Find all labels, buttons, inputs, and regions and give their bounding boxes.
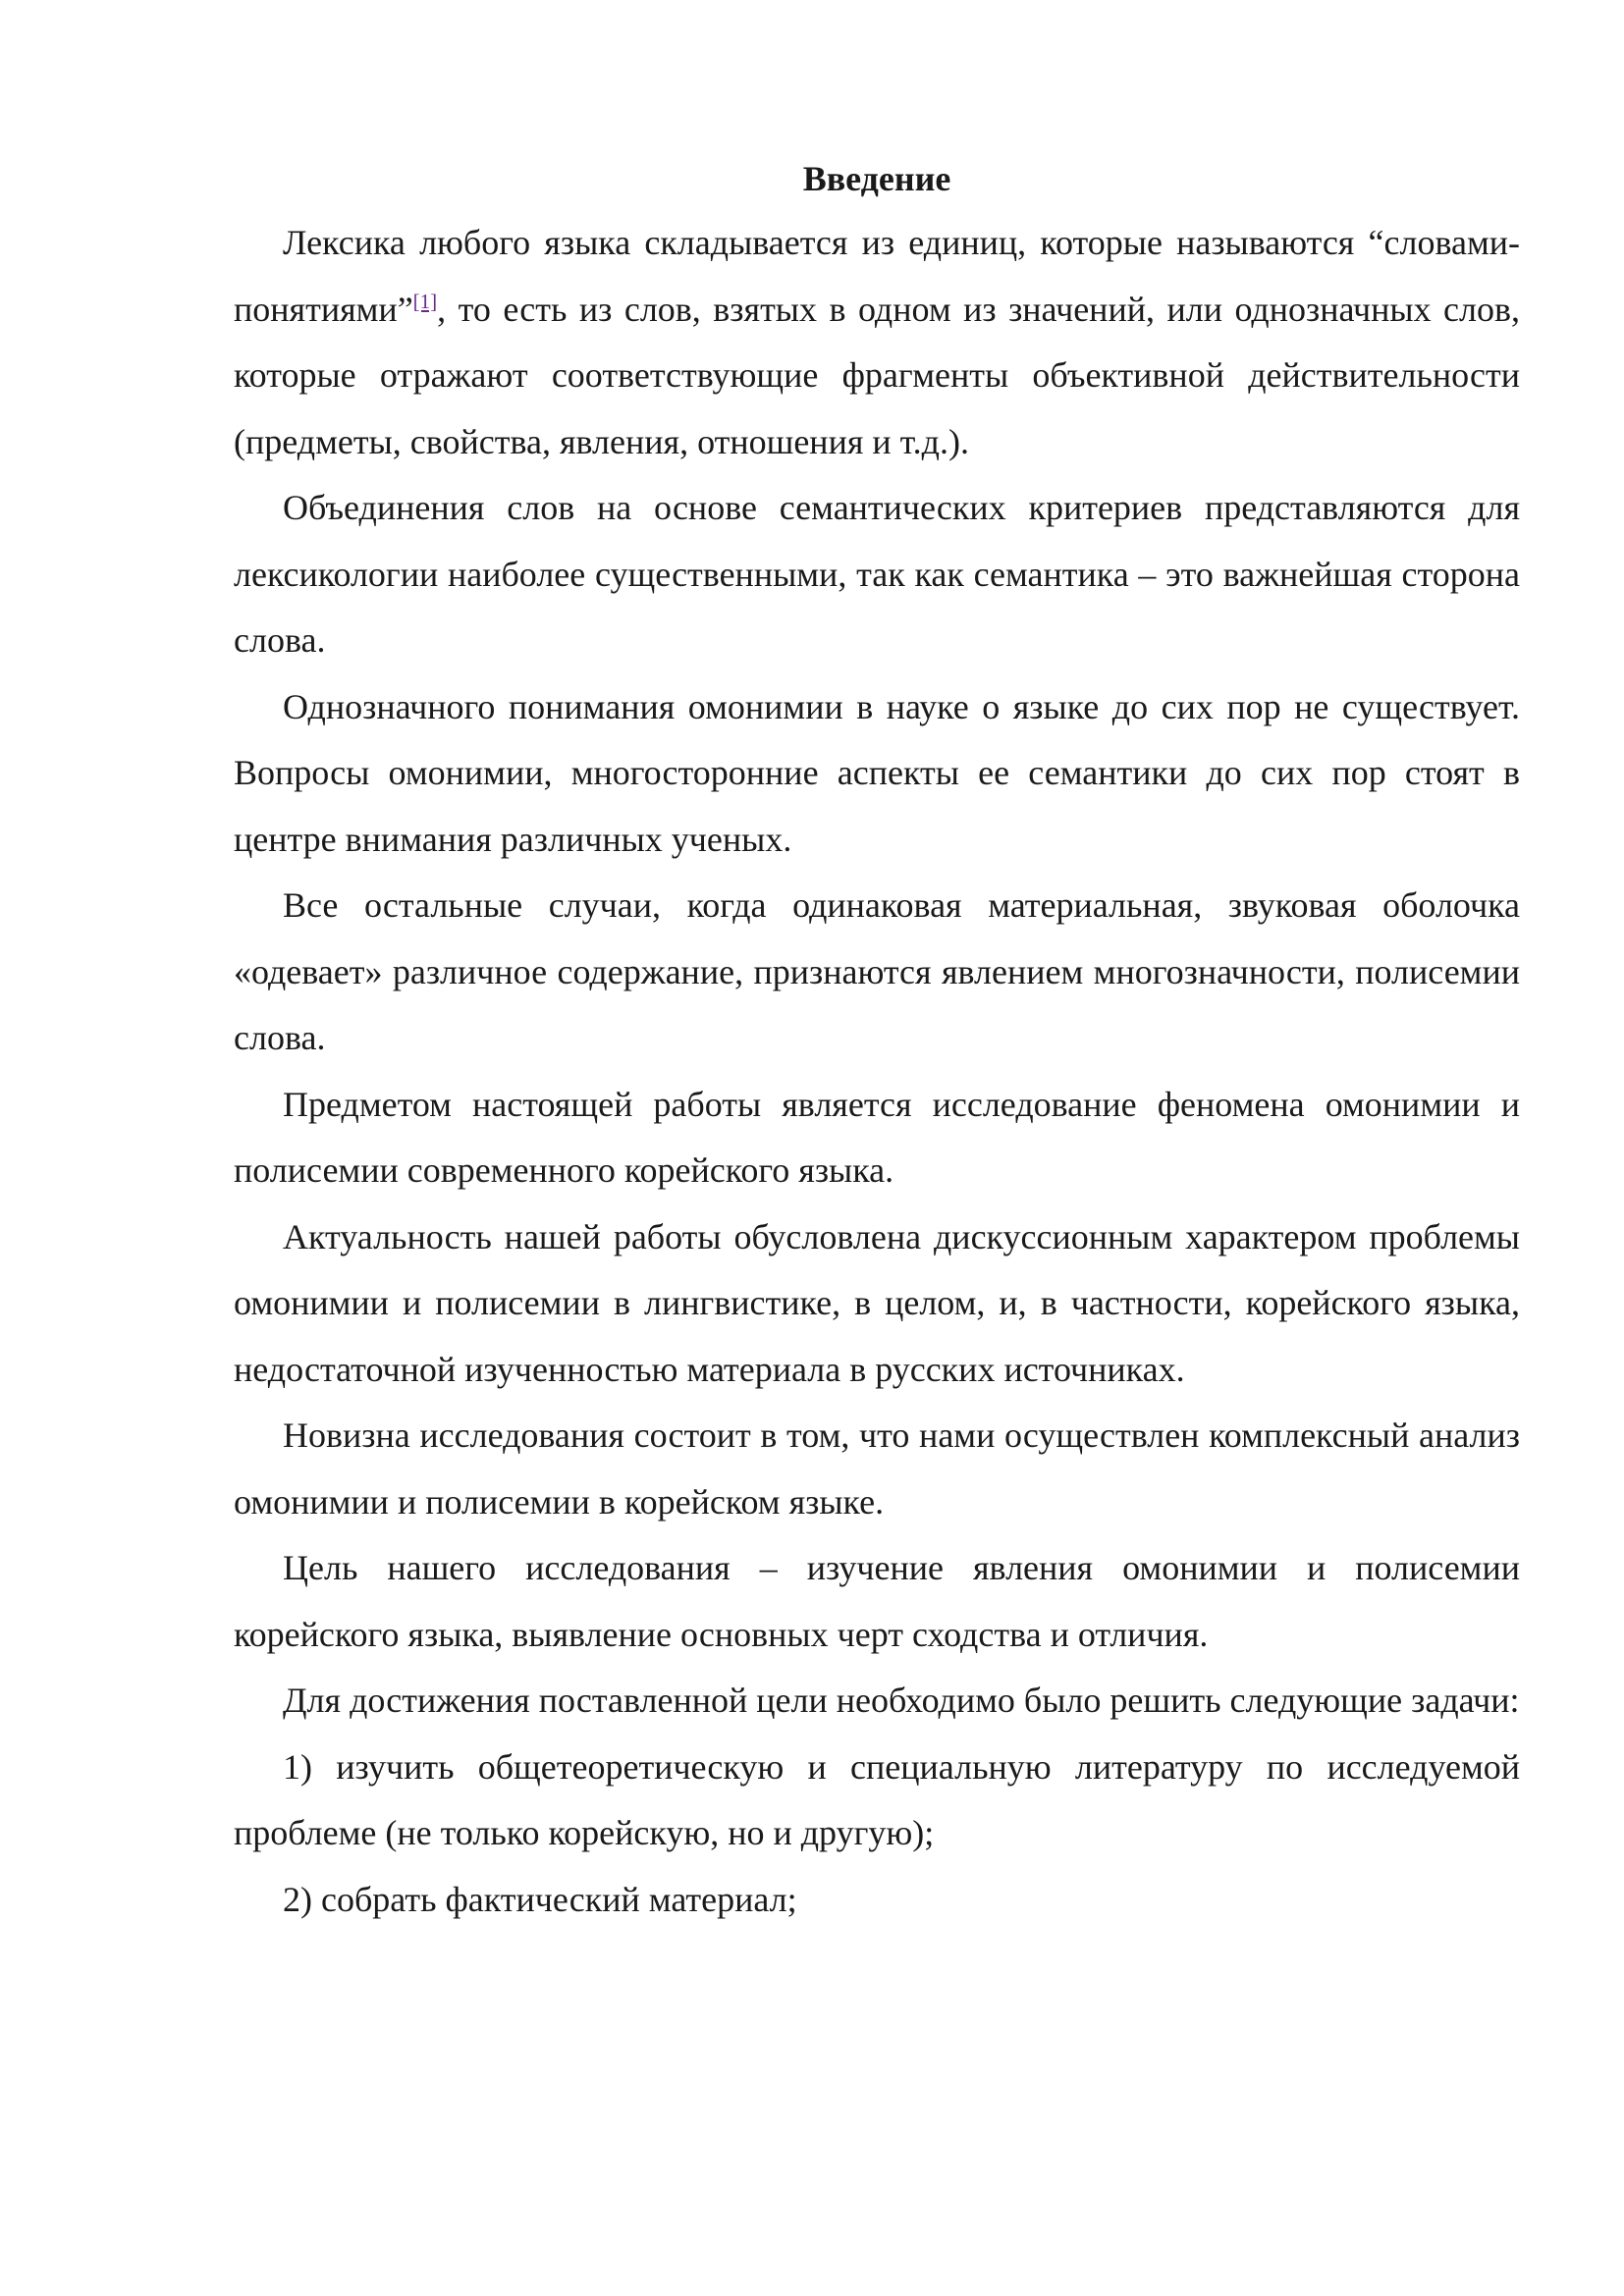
paragraph-9: Для достижения поставленной цели необходимо было решить следующие задачи: bbox=[283, 1681, 1520, 1720]
paragraph-3: Однозначного понимания омонимии в науке о языке до сих пор не существует. Вопросы омонимии, многосторонние аспекты ее семантики до сих пор стоят в центре внимания различных ученых. bbox=[234, 686, 1520, 859]
footnote-link[interactable]: [1] bbox=[412, 289, 438, 313]
paragraph-1-text-after: , то есть из слов, взятых в одном из значений, или однозначных слов, которые отражают соответствующие фрагменты объективной действительности (предметы, свойства, явления, отношения и т.д.). bbox=[234, 289, 1520, 461]
paragraph-1 bbox=[234, 210, 1520, 475]
list-item-1: 1) изучить общетеоретическую и специальную литературу по исследуемой проблеме (не только корейскую, но и другую); bbox=[234, 1746, 1520, 1852]
paragraph-8: Цель нашего исследования – изучение явления омонимии и полисемии корейского языка, выявление основных черт сходства и отличия. bbox=[234, 1548, 1520, 1654]
paragraph-4: Все остальные случаи, когда одинаковая материальная, звуковая оболочка «одевает» различное содержание, признаются явлением многозначности, полисемии слова. bbox=[234, 885, 1520, 1057]
list-item-2: 2) собрать фактический материал; bbox=[283, 1879, 797, 1919]
paragraph-7: Новизна исследования состоит в том, что нами осуществлен комплексный анализ омонимии и полисемии в корейском языке. bbox=[234, 1415, 1520, 1522]
page-title: Введение bbox=[802, 159, 951, 198]
paragraph-2: Объединения слов на основе семантических критериев представляются для лексикологии наиболее существенными, так как семантика – это важнейшая сторона слова. bbox=[234, 488, 1520, 660]
paragraph-6: Актуальность нашей работы обусловлена дискуссионным характером проблемы омонимии и полисемии в лингвистике, в целом, и, в частности, корейского языка, недостаточной изученностью материала в русских источниках. bbox=[234, 1216, 1520, 1389]
paragraph-5: Предметом настоящей работы является исследование феномена омонимии и полисемии современного корейского языка. bbox=[234, 1084, 1520, 1190]
paragraph-1-text-before: Лексика любого языка складывается из единиц, которые называются “словами-понятиями” bbox=[234, 223, 1520, 329]
document-body bbox=[234, 210, 1520, 1933]
